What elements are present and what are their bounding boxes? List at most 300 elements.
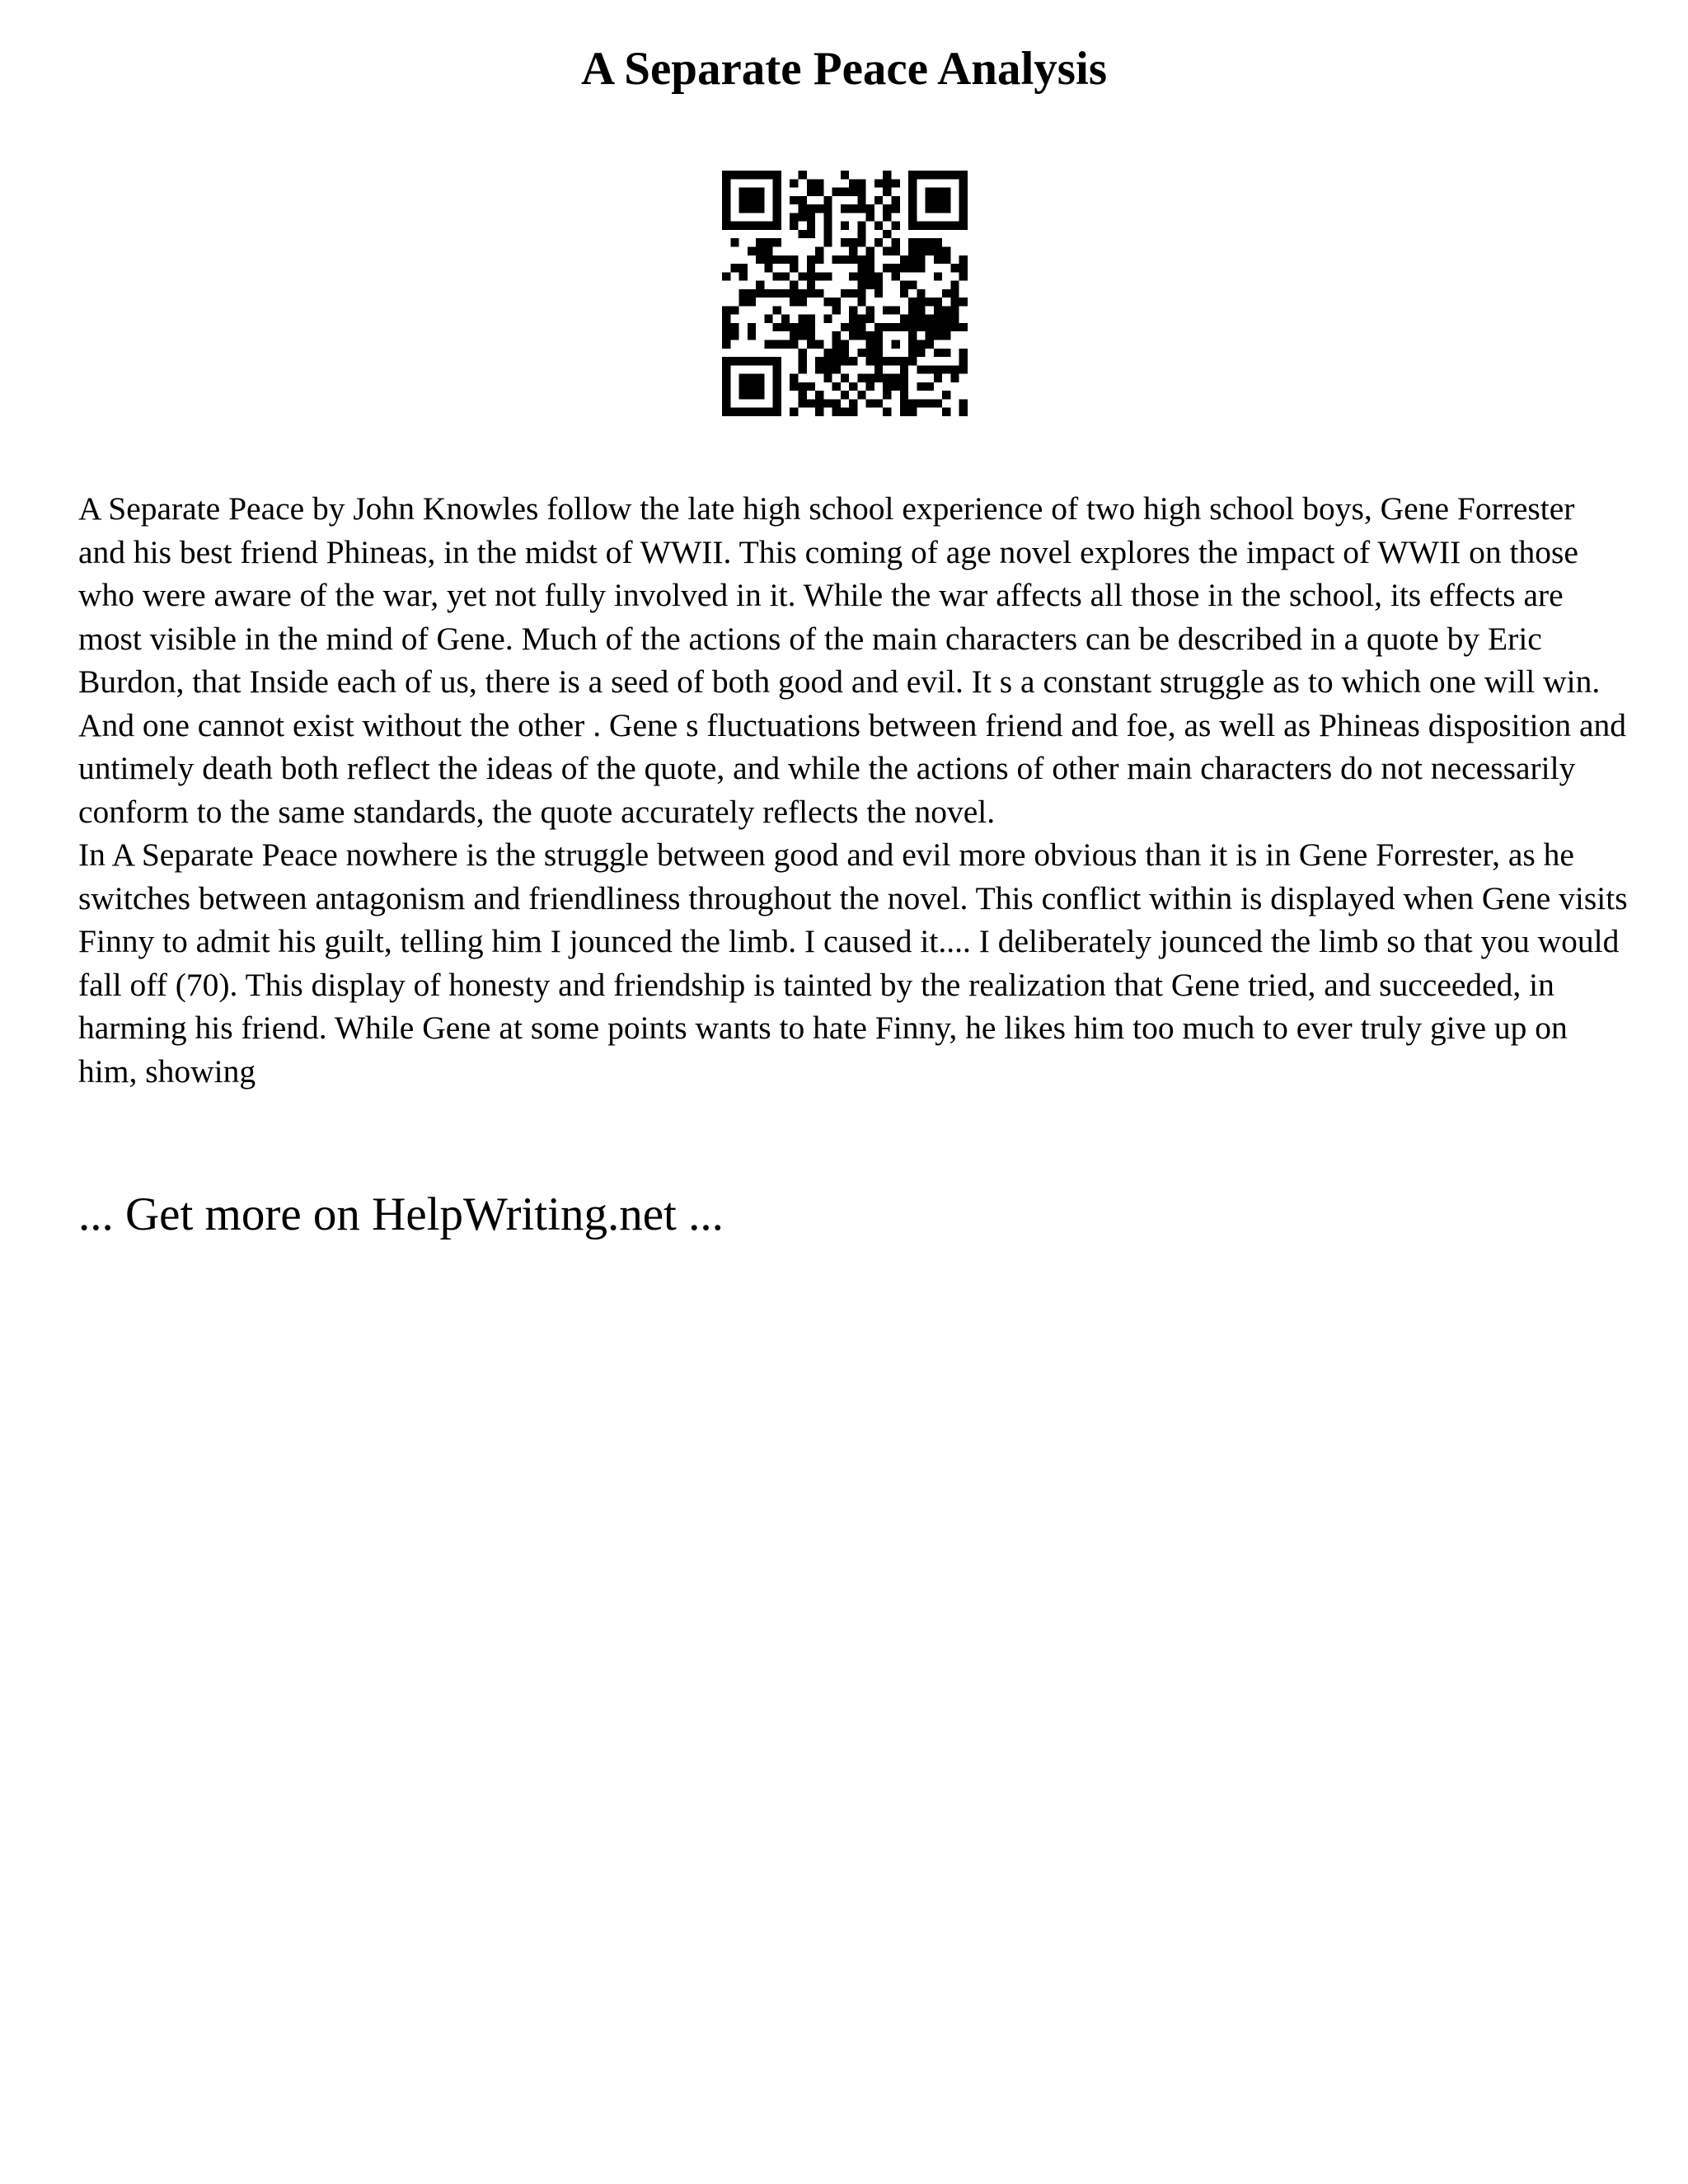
qr-module <box>764 289 772 298</box>
qr-module <box>798 349 806 357</box>
qr-module <box>900 255 908 264</box>
qr-module <box>934 349 942 357</box>
qr-module <box>900 264 908 272</box>
qr-module <box>849 399 857 407</box>
qr-module <box>756 171 764 179</box>
qr-module <box>849 255 857 264</box>
qr-module <box>798 196 806 204</box>
qr-module <box>798 230 806 238</box>
qr-module <box>748 196 756 204</box>
qr-module <box>790 382 798 391</box>
qr-module <box>849 357 857 365</box>
qr-module <box>807 264 815 272</box>
qr-module <box>773 222 781 230</box>
qr-module <box>790 408 798 416</box>
qr-module <box>841 323 849 331</box>
qr-module <box>908 246 917 255</box>
qr-module <box>866 315 874 323</box>
qr-module <box>790 179 798 187</box>
qr-module <box>773 196 781 204</box>
qr-module <box>773 306 781 314</box>
qr-module <box>841 222 849 230</box>
qr-module <box>942 246 950 255</box>
qr-module <box>773 238 781 246</box>
qr-module <box>807 382 815 391</box>
qr-module <box>942 331 950 340</box>
qr-module <box>730 264 738 272</box>
qr-module <box>950 281 959 289</box>
qr-module <box>748 408 756 416</box>
qr-module <box>832 255 841 264</box>
qr-module <box>807 179 815 187</box>
qr-module <box>807 281 815 289</box>
qr-module <box>857 323 865 331</box>
qr-module <box>892 306 900 314</box>
qr-module <box>815 204 823 213</box>
qr-module <box>773 399 781 407</box>
qr-module <box>892 204 900 213</box>
qr-module <box>798 298 806 306</box>
qr-module <box>866 264 874 272</box>
qr-module <box>849 289 857 298</box>
qr-module <box>756 289 764 298</box>
qr-module <box>739 382 748 391</box>
qr-module <box>857 179 865 187</box>
qr-module <box>908 315 917 323</box>
qr-module <box>900 365 908 373</box>
qr-module <box>926 238 934 246</box>
qr-module <box>857 374 865 382</box>
qr-module <box>959 196 968 204</box>
qr-module <box>773 171 781 179</box>
qr-module <box>959 171 968 179</box>
qr-module <box>823 374 832 382</box>
qr-module <box>857 391 865 399</box>
qr-module <box>841 357 849 365</box>
qr-module <box>764 246 772 255</box>
qr-module <box>857 230 865 238</box>
qr-module <box>857 298 865 306</box>
qr-module <box>841 408 849 416</box>
qr-module <box>934 365 942 373</box>
qr-module <box>874 349 883 357</box>
qr-module <box>748 298 756 306</box>
qr-module <box>849 238 857 246</box>
qr-module <box>926 323 934 331</box>
qr-module <box>773 188 781 196</box>
qr-module <box>892 357 900 365</box>
qr-module <box>917 340 925 349</box>
qr-module <box>883 188 891 196</box>
qr-module <box>883 374 891 382</box>
qr-module <box>807 289 815 298</box>
qr-module <box>841 289 849 298</box>
qr-module <box>739 188 748 196</box>
qr-module <box>908 204 917 213</box>
qr-module <box>934 255 942 264</box>
qr-module <box>959 204 968 213</box>
qr-module <box>722 204 730 213</box>
qr-module <box>832 382 841 391</box>
qr-module <box>739 204 748 213</box>
qr-module <box>917 306 925 314</box>
qr-module <box>815 179 823 187</box>
qr-module <box>883 357 891 365</box>
page-title: A Separate Peace Analysis <box>580 43 1108 95</box>
qr-module <box>823 196 832 204</box>
paragraph-2: In A Separate Peace nowhere is the struggle between good and evil more obvious than it is in Gene Forrester, as he switches between antagonism and friendliness throughout the novel. This conflict within is displayed when Gene visits Finny to admit his guilt, telling him I jounced the limb. I caused it.... I deliberately jounced the limb so that you would fall off (70). This display of honesty and friendship is tainted by the realization that Gene tried, and succeeded, in harming his friend. While Gene at some points wants to hate Finny, he likes him too much to ever truly give up on him, showing <box>78 837 1628 1090</box>
qr-module <box>942 315 950 323</box>
qr-module <box>815 272 823 280</box>
qr-module <box>841 349 849 357</box>
qr-module <box>722 365 730 373</box>
qr-module <box>959 264 968 272</box>
qr-module <box>900 289 908 298</box>
qr-module <box>908 222 917 230</box>
qr-module <box>857 315 865 323</box>
qr-module <box>942 391 950 399</box>
qr-module <box>722 357 730 365</box>
qr-module <box>917 289 925 298</box>
qr-module <box>866 213 874 221</box>
qr-module <box>815 340 823 349</box>
qr-module <box>926 196 934 204</box>
qr-module <box>756 357 764 365</box>
qr-module <box>722 222 730 230</box>
qr-module <box>849 315 857 323</box>
qr-module <box>781 272 790 280</box>
qr-module <box>722 196 730 204</box>
qr-module <box>883 408 891 416</box>
qr-module <box>832 357 841 365</box>
qr-module <box>934 399 942 407</box>
qr-module <box>849 246 857 255</box>
qr-module <box>883 264 891 272</box>
qr-module <box>883 246 891 255</box>
qr-module <box>926 246 934 255</box>
qr-module <box>748 323 756 331</box>
qr-module <box>739 357 748 365</box>
qr-module <box>866 272 874 280</box>
qr-module <box>917 382 925 391</box>
qr-module <box>823 230 832 238</box>
qr-module <box>959 408 968 416</box>
get-more-link[interactable]: ... Get more on HelpWriting.net ... <box>78 1188 724 1240</box>
qr-module <box>815 289 823 298</box>
qr-module <box>739 196 748 204</box>
qr-module <box>807 188 815 196</box>
qr-module <box>908 196 917 204</box>
qr-module <box>892 238 900 246</box>
qr-module <box>748 357 756 365</box>
qr-module <box>959 349 968 357</box>
qr-module <box>917 222 925 230</box>
qr-module <box>722 323 730 331</box>
qr-module <box>722 315 730 323</box>
qr-module <box>883 171 891 179</box>
qr-module <box>892 374 900 382</box>
qr-module <box>722 331 730 340</box>
qr-module <box>908 340 917 349</box>
qr-module <box>934 298 942 306</box>
qr-module <box>934 374 942 382</box>
qr-module <box>866 382 874 391</box>
qr-module <box>959 365 968 373</box>
qr-module <box>883 213 891 221</box>
qr-module <box>942 188 950 196</box>
qr-module <box>934 204 942 213</box>
qr-module <box>722 382 730 391</box>
qr-module <box>892 272 900 280</box>
qr-module <box>857 264 865 272</box>
qr-module <box>790 222 798 230</box>
qr-module <box>815 357 823 365</box>
qr-code-icon <box>722 171 968 416</box>
qr-module <box>781 340 790 349</box>
qr-module <box>798 399 806 407</box>
qr-module <box>866 349 874 357</box>
qr-module <box>892 264 900 272</box>
qr-module <box>934 306 942 314</box>
qr-module <box>841 204 849 213</box>
qr-module <box>807 213 815 221</box>
qr-module <box>823 272 832 280</box>
qr-module <box>781 289 790 298</box>
qr-module <box>849 204 857 213</box>
qr-module <box>908 213 917 221</box>
qr-module <box>807 204 815 213</box>
qr-module <box>764 222 772 230</box>
qr-module <box>900 408 908 416</box>
qr-module <box>730 306 738 314</box>
qr-module <box>857 289 865 298</box>
qr-module <box>815 255 823 264</box>
qr-module <box>832 340 841 349</box>
qr-module <box>874 323 883 331</box>
qr-module <box>866 357 874 365</box>
qr-module <box>773 408 781 416</box>
qr-module <box>832 408 841 416</box>
qr-module <box>959 357 968 365</box>
qr-module <box>950 222 959 230</box>
qr-module <box>756 188 764 196</box>
qr-module <box>926 399 934 407</box>
qr-module <box>908 306 917 314</box>
qr-module <box>942 289 950 298</box>
qr-module <box>908 399 917 407</box>
qr-module <box>832 365 841 373</box>
qr-module <box>722 408 730 416</box>
qr-module <box>722 272 730 280</box>
qr-module <box>908 238 917 246</box>
qr-module <box>739 171 748 179</box>
qr-module <box>917 323 925 331</box>
qr-module <box>934 196 942 204</box>
qr-module <box>798 315 806 323</box>
qr-module <box>874 281 883 289</box>
qr-module <box>730 357 738 365</box>
qr-module <box>773 365 781 373</box>
qr-module <box>950 323 959 331</box>
qr-module <box>866 374 874 382</box>
qr-module <box>764 238 772 246</box>
qr-module <box>823 365 832 373</box>
qr-module <box>883 179 891 187</box>
qr-module <box>926 188 934 196</box>
qr-module <box>857 238 865 246</box>
qr-module <box>917 349 925 357</box>
qr-module <box>807 323 815 331</box>
qr-module <box>823 349 832 357</box>
qr-module <box>874 331 883 340</box>
qr-module <box>926 315 934 323</box>
qr-module <box>857 331 865 340</box>
qr-module <box>756 408 764 416</box>
qr-module <box>857 222 865 230</box>
qr-module <box>739 374 748 382</box>
qr-module <box>790 331 798 340</box>
qr-module <box>730 171 738 179</box>
qr-module <box>950 298 959 306</box>
qr-module <box>823 222 832 230</box>
qr-module <box>748 331 756 340</box>
qr-module <box>823 357 832 365</box>
qr-module <box>756 374 764 382</box>
qr-module <box>773 204 781 213</box>
qr-module <box>756 238 764 246</box>
qr-module <box>900 315 908 323</box>
qr-module <box>790 196 798 204</box>
qr-module <box>798 289 806 298</box>
qr-module <box>832 306 841 314</box>
qr-module <box>942 222 950 230</box>
qr-module <box>832 298 841 306</box>
qr-module <box>942 349 950 357</box>
qr-module <box>959 179 968 187</box>
qr-module <box>722 179 730 187</box>
qr-module <box>874 289 883 298</box>
qr-module <box>942 365 950 373</box>
qr-module <box>798 331 806 340</box>
qr-module <box>756 281 764 289</box>
qr-module <box>764 315 772 323</box>
qr-module <box>841 188 849 196</box>
qr-module <box>790 298 798 306</box>
qr-module <box>756 382 764 391</box>
qr-module <box>883 323 891 331</box>
qr-module <box>722 374 730 382</box>
qr-module <box>764 340 772 349</box>
qr-module <box>739 298 748 306</box>
qr-module <box>926 298 934 306</box>
qr-module <box>773 179 781 187</box>
qr-module <box>790 323 798 331</box>
qr-module <box>950 289 959 298</box>
qr-module <box>874 196 883 204</box>
qr-module <box>815 408 823 416</box>
qr-module <box>790 213 798 221</box>
qr-module <box>950 315 959 323</box>
qr-module <box>722 340 730 349</box>
qr-module <box>926 222 934 230</box>
qr-module <box>807 315 815 323</box>
qr-module <box>722 306 730 314</box>
qr-module <box>790 340 798 349</box>
qr-module <box>798 382 806 391</box>
qr-module <box>807 399 815 407</box>
qr-module <box>815 365 823 373</box>
qr-module <box>722 188 730 196</box>
qr-module <box>883 230 891 238</box>
qr-module <box>798 357 806 365</box>
qr-module <box>781 315 790 323</box>
qr-module <box>926 382 934 391</box>
qr-module <box>900 323 908 331</box>
qr-module <box>739 222 748 230</box>
qr-module <box>908 255 917 264</box>
qr-module <box>917 255 925 264</box>
qr-module <box>926 171 934 179</box>
qr-module <box>959 399 968 407</box>
qr-module <box>934 188 942 196</box>
qr-module <box>764 408 772 416</box>
qr-module <box>832 349 841 357</box>
qr-module <box>781 323 790 331</box>
qr-module <box>917 315 925 323</box>
qr-module <box>857 196 865 204</box>
qr-module <box>917 399 925 407</box>
qr-module <box>892 246 900 255</box>
qr-module <box>807 222 815 230</box>
qr-module <box>807 331 815 340</box>
qr-module <box>730 323 738 331</box>
qr-module <box>874 222 883 230</box>
qr-module <box>950 365 959 373</box>
qr-module <box>730 238 738 246</box>
qr-module <box>857 272 865 280</box>
qr-module <box>934 246 942 255</box>
qr-module <box>748 188 756 196</box>
qr-module <box>874 272 883 280</box>
qr-module <box>942 323 950 331</box>
qr-module <box>722 213 730 221</box>
qr-module <box>874 357 883 365</box>
qr-module <box>790 255 798 264</box>
qr-module <box>739 408 748 416</box>
qr-module <box>849 323 857 331</box>
qr-module <box>748 391 756 399</box>
qr-module <box>807 230 815 238</box>
qr-module <box>748 246 756 255</box>
qr-module <box>798 204 806 213</box>
qr-module <box>790 289 798 298</box>
qr-module <box>917 264 925 272</box>
qr-module <box>866 340 874 349</box>
qr-module <box>807 340 815 349</box>
qr-module <box>874 238 883 246</box>
qr-module <box>739 391 748 399</box>
qr-module <box>773 357 781 365</box>
qr-module <box>942 306 950 314</box>
qr-module <box>807 255 815 264</box>
qr-module <box>900 382 908 391</box>
qr-module <box>849 382 857 391</box>
qr-module <box>892 196 900 204</box>
qr-module <box>832 399 841 407</box>
qr-module <box>798 391 806 399</box>
qr-module <box>832 331 841 340</box>
qr-module <box>730 331 738 340</box>
